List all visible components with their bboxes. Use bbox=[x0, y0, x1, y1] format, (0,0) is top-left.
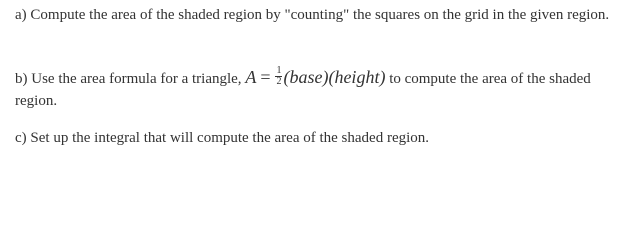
question-c bbox=[15, 127, 615, 149]
triangle-area-formula bbox=[245, 67, 385, 87]
question-b bbox=[15, 66, 615, 112]
fraction-denominator: 2 bbox=[276, 76, 282, 88]
question-b-text-after: to compute the area of the shaded region. bbox=[15, 71, 591, 109]
formula-base: (base) bbox=[283, 67, 329, 87]
formula-fraction bbox=[275, 66, 282, 87]
formula-height: (height) bbox=[328, 67, 386, 87]
formula-equals: = bbox=[260, 67, 271, 87]
question-a bbox=[15, 4, 615, 26]
question-b-text-before: b) Use the area formula for a triangle, bbox=[15, 71, 246, 87]
fraction-numerator: 1 bbox=[276, 65, 282, 77]
question-c-text: c) Set up the integral that will compute the area of the shaded region. bbox=[15, 130, 430, 146]
formula-lhs: A bbox=[245, 67, 257, 87]
question-a-text: a) Compute the area of the shaded region by "counting" the squares on the grid in the given region. bbox=[15, 7, 610, 23]
